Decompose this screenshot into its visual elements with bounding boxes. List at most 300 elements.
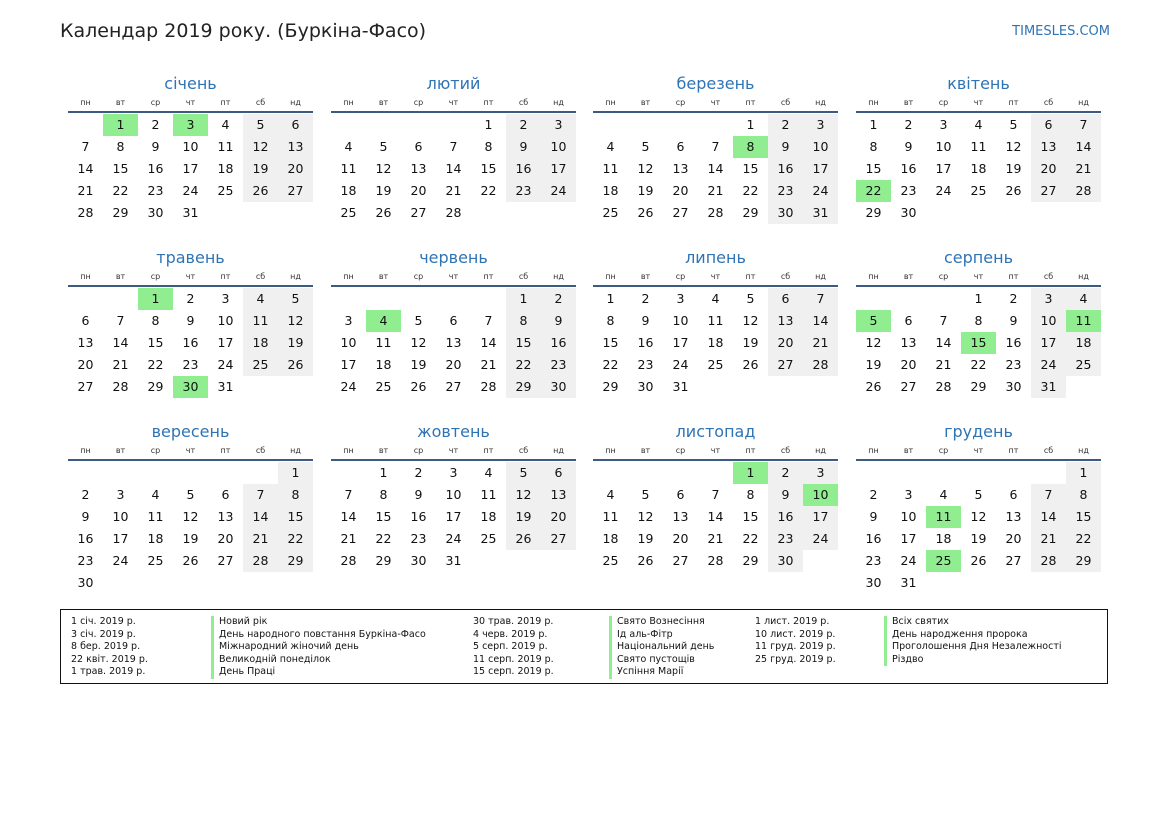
day-cell: 24 <box>1031 354 1066 376</box>
day-cell: 3 <box>1031 288 1066 310</box>
empty-cell <box>173 462 208 484</box>
weekday-label: сб <box>1043 272 1054 281</box>
holiday-day-cell: 30 <box>173 376 208 398</box>
legend-names-column <box>211 616 426 679</box>
day-cell: 19 <box>1005 161 1022 176</box>
weekday-label: чт <box>185 446 196 455</box>
empty-cell <box>926 288 961 310</box>
day-cell: 12 <box>742 313 759 328</box>
day-cell: 2 <box>186 291 195 306</box>
day-cell: 24 <box>340 379 357 394</box>
day-cell: 8 <box>606 313 615 328</box>
day-cell: 13 <box>1005 509 1022 524</box>
day-cell: 7 <box>344 487 353 502</box>
holiday-day-cell: 11 <box>1066 310 1101 332</box>
day-cell: 16 <box>147 161 164 176</box>
holiday-day-cell: 3 <box>173 114 208 136</box>
day-cell: 18 <box>480 509 497 524</box>
day-cell: 13 <box>445 335 462 350</box>
day-cell: 25 <box>602 553 619 568</box>
day-cell: 13 <box>541 484 576 506</box>
empty-cell <box>331 462 366 484</box>
holiday-day-cell: 15 <box>961 332 996 354</box>
day-cell: 23 <box>182 357 199 372</box>
weekday-label: пт <box>745 272 756 281</box>
day-grid <box>68 114 313 224</box>
empty-cell <box>891 462 926 484</box>
header-rule <box>331 111 576 113</box>
day-cell: 21 <box>77 183 94 198</box>
weekday-label: пт <box>1008 446 1019 455</box>
empty-cell <box>103 288 138 310</box>
day-cell: 4 <box>974 117 983 132</box>
day-cell: 17 <box>672 335 689 350</box>
weekday-label: пт <box>220 98 231 107</box>
day-cell: 16 <box>506 158 541 180</box>
weekday-label: сб <box>780 272 791 281</box>
weekday-label: чт <box>973 272 984 281</box>
holiday-date: 10 лист. 2019 р. <box>755 628 836 640</box>
day-cell: 30 <box>768 202 803 224</box>
holiday-day-cell: 10 <box>803 484 838 506</box>
day-cell: 10 <box>445 487 462 502</box>
day-cell: 5 <box>506 462 541 484</box>
day-cell: 23 <box>768 528 803 550</box>
day-cell: 18 <box>217 161 234 176</box>
day-cell: 12 <box>182 509 199 524</box>
holiday-day-cell: 5 <box>856 310 891 332</box>
day-cell: 22 <box>742 531 759 546</box>
day-cell: 28 <box>1066 180 1101 202</box>
day-cell: 21 <box>243 528 278 550</box>
day-cell: 19 <box>506 506 541 528</box>
day-cell: 7 <box>449 139 458 154</box>
empty-cell <box>366 114 401 136</box>
legend-names-column <box>609 616 714 679</box>
day-cell: 15 <box>375 509 392 524</box>
day-cell: 12 <box>506 484 541 506</box>
empty-cell <box>628 114 663 136</box>
day-cell: 12 <box>243 136 278 158</box>
empty-cell <box>138 462 173 484</box>
weekday-label: нд <box>553 446 564 455</box>
day-cell: 31 <box>217 379 234 394</box>
day-cell: 6 <box>676 487 685 502</box>
weekday-label: ср <box>938 98 949 107</box>
day-cell: 20 <box>672 531 689 546</box>
weekday-label: вт <box>640 98 651 107</box>
day-cell: 12 <box>865 335 882 350</box>
month-block <box>68 247 313 398</box>
weekday-label: сб <box>518 446 529 455</box>
weekday-label: чт <box>973 98 984 107</box>
day-cell: 11 <box>217 139 234 154</box>
weekday-label: ср <box>675 446 686 455</box>
weekday-label: пн <box>343 446 354 455</box>
day-cell: 18 <box>243 332 278 354</box>
day-cell: 10 <box>182 139 199 154</box>
day-cell: 1 <box>506 288 541 310</box>
holiday-date: 1 січ. 2019 р. <box>71 616 136 627</box>
day-cell: 22 <box>375 531 392 546</box>
day-cell: 16 <box>637 335 654 350</box>
weekday-label: ср <box>938 272 949 281</box>
day-cell: 29 <box>742 553 759 568</box>
day-cell: 28 <box>77 205 94 220</box>
day-cell: 24 <box>541 180 576 202</box>
day-cell: 27 <box>77 379 94 394</box>
day-cell: 17 <box>340 357 357 372</box>
day-cell: 13 <box>900 335 917 350</box>
day-cell: 26 <box>637 205 654 220</box>
empty-cell <box>436 288 471 310</box>
day-cell: 7 <box>243 484 278 506</box>
weekday-label: пн <box>605 272 616 281</box>
day-cell: 21 <box>935 357 952 372</box>
day-cell: 14 <box>1066 136 1101 158</box>
day-cell: 25 <box>147 553 164 568</box>
day-cell: 4 <box>1066 288 1101 310</box>
day-cell: 17 <box>112 531 129 546</box>
weekday-label: нд <box>815 446 826 455</box>
day-cell: 15 <box>147 335 164 350</box>
day-cell: 2 <box>541 288 576 310</box>
day-cell: 28 <box>935 379 952 394</box>
day-cell: 17 <box>182 161 199 176</box>
month-name: січень <box>164 74 217 93</box>
weekday-header <box>68 445 313 459</box>
weekday-label: нд <box>290 446 301 455</box>
weekday-label: ср <box>675 98 686 107</box>
day-cell: 19 <box>410 357 427 372</box>
day-cell: 6 <box>541 462 576 484</box>
weekday-header <box>331 271 576 285</box>
weekday-header <box>593 271 838 285</box>
day-cell: 18 <box>707 335 724 350</box>
day-cell: 28 <box>707 553 724 568</box>
day-cell: 15 <box>602 335 619 350</box>
day-cell: 23 <box>1005 357 1022 372</box>
day-cell: 5 <box>641 139 650 154</box>
month-name: липень <box>685 248 746 267</box>
day-cell: 21 <box>112 357 129 372</box>
day-cell: 16 <box>410 509 427 524</box>
day-cell: 4 <box>711 291 720 306</box>
day-cell: 21 <box>1031 528 1066 550</box>
empty-cell <box>401 288 436 310</box>
weekday-label: пт <box>745 98 756 107</box>
month-block <box>593 247 838 398</box>
weekday-label: вт <box>115 446 126 455</box>
header-rule <box>856 285 1101 287</box>
day-cell: 17 <box>803 158 838 180</box>
weekday-label: ср <box>150 446 161 455</box>
day-cell: 9 <box>541 310 576 332</box>
day-cell: 16 <box>768 158 803 180</box>
day-cell: 26 <box>1005 183 1022 198</box>
month-block <box>68 73 313 224</box>
day-cell: 15 <box>1066 506 1101 528</box>
day-cell: 15 <box>506 332 541 354</box>
weekday-label: чт <box>448 98 459 107</box>
day-cell: 29 <box>602 379 619 394</box>
weekday-label: ср <box>413 272 424 281</box>
day-cell: 11 <box>707 313 724 328</box>
day-cell: 14 <box>707 161 724 176</box>
day-cell: 25 <box>1066 354 1101 376</box>
empty-cell <box>856 288 891 310</box>
day-cell: 6 <box>81 313 90 328</box>
day-cell: 26 <box>375 205 392 220</box>
day-cell: 6 <box>278 114 313 136</box>
empty-cell <box>593 462 628 484</box>
day-cell: 4 <box>344 139 353 154</box>
day-cell: 3 <box>449 465 458 480</box>
empty-cell <box>401 114 436 136</box>
weekday-label: пт <box>483 98 494 107</box>
empty-cell <box>698 114 733 136</box>
day-cell: 13 <box>278 136 313 158</box>
empty-cell <box>331 288 366 310</box>
day-grid <box>856 288 1101 398</box>
weekday-label: пт <box>220 446 231 455</box>
weekday-label: сб <box>255 446 266 455</box>
day-cell: 29 <box>865 205 882 220</box>
day-cell: 14 <box>112 335 129 350</box>
empty-cell <box>996 462 1031 484</box>
day-cell: 26 <box>278 354 313 376</box>
day-cell: 12 <box>410 335 427 350</box>
holiday-day-cell: 1 <box>733 462 768 484</box>
month-block <box>68 421 313 594</box>
month-name: вересень <box>151 422 230 441</box>
day-cell: 16 <box>768 506 803 528</box>
day-cell: 28 <box>707 205 724 220</box>
weekday-label: сб <box>518 98 529 107</box>
day-cell: 20 <box>1005 531 1022 546</box>
day-cell: 2 <box>768 114 803 136</box>
holiday-day-cell: 22 <box>856 180 891 202</box>
month-name: березень <box>676 74 755 93</box>
day-cell: 21 <box>803 332 838 354</box>
day-cell: 17 <box>900 531 917 546</box>
day-cell: 28 <box>803 354 838 376</box>
day-cell: 20 <box>768 332 803 354</box>
day-cell: 20 <box>900 357 917 372</box>
holiday-date: 3 січ. 2019 р. <box>71 628 136 640</box>
day-cell: 5 <box>641 487 650 502</box>
weekday-label: нд <box>815 272 826 281</box>
day-cell: 7 <box>484 313 493 328</box>
weekday-label: пт <box>745 446 756 455</box>
day-cell: 10 <box>935 139 952 154</box>
day-cell: 11 <box>602 161 619 176</box>
holiday-name: Національний день <box>609 641 714 654</box>
day-cell: 2 <box>414 465 423 480</box>
day-cell: 9 <box>151 139 160 154</box>
holiday-name: Різдво <box>884 654 1062 667</box>
weekday-label: пн <box>80 272 91 281</box>
day-cell: 31 <box>1031 376 1066 398</box>
day-cell: 22 <box>112 183 129 198</box>
day-cell: 27 <box>217 553 234 568</box>
weekday-label: вт <box>378 446 389 455</box>
day-cell: 18 <box>375 357 392 372</box>
day-cell: 8 <box>746 487 755 502</box>
weekday-label: нд <box>290 272 301 281</box>
weekday-label: пт <box>483 272 494 281</box>
day-cell: 26 <box>182 553 199 568</box>
weekday-label: ср <box>413 98 424 107</box>
day-cell: 21 <box>445 183 462 198</box>
day-cell: 10 <box>541 136 576 158</box>
day-cell: 24 <box>445 531 462 546</box>
day-cell: 4 <box>939 487 948 502</box>
day-cell: 15 <box>865 161 882 176</box>
day-cell: 24 <box>112 553 129 568</box>
day-cell: 1 <box>606 291 615 306</box>
weekday-label: пн <box>868 272 879 281</box>
day-cell: 30 <box>147 205 164 220</box>
page-title: Календар 2019 року. (Буркіна-Фасо) <box>60 20 427 42</box>
day-cell: 26 <box>506 528 541 550</box>
day-cell: 13 <box>768 310 803 332</box>
day-cell: 9 <box>641 313 650 328</box>
day-cell: 20 <box>278 158 313 180</box>
day-cell: 9 <box>768 136 803 158</box>
day-cell: 6 <box>449 313 458 328</box>
day-cell: 28 <box>112 379 129 394</box>
day-cell: 6 <box>1009 487 1018 502</box>
weekday-label: вт <box>903 98 914 107</box>
month-name: лютий <box>426 74 481 93</box>
day-cell: 13 <box>217 509 234 524</box>
weekday-label: вт <box>640 272 651 281</box>
day-cell: 31 <box>900 575 917 590</box>
weekday-header <box>856 97 1101 111</box>
day-cell: 11 <box>602 509 619 524</box>
day-cell: 3 <box>803 114 838 136</box>
day-cell: 15 <box>742 509 759 524</box>
day-cell: 27 <box>410 205 427 220</box>
day-cell: 22 <box>742 183 759 198</box>
day-grid <box>68 462 313 594</box>
day-cell: 22 <box>480 183 497 198</box>
legend-dates-column <box>473 616 554 679</box>
day-cell: 4 <box>151 487 160 502</box>
site-link[interactable]: TIMESLES.COM <box>1012 24 1110 39</box>
day-cell: 12 <box>637 509 654 524</box>
day-cell: 14 <box>480 335 497 350</box>
day-cell: 7 <box>81 139 90 154</box>
empty-cell <box>663 462 698 484</box>
day-cell: 23 <box>147 183 164 198</box>
weekday-label: сб <box>255 272 266 281</box>
holiday-name: Міжнародний жіночий день <box>211 641 426 654</box>
day-cell: 5 <box>746 291 755 306</box>
day-cell: 30 <box>900 205 917 220</box>
day-grid <box>856 462 1101 594</box>
holiday-name: Великодній понеділок <box>211 654 426 667</box>
day-cell: 13 <box>1031 136 1066 158</box>
month-block <box>593 73 838 224</box>
weekday-label: чт <box>448 272 459 281</box>
day-cell: 10 <box>217 313 234 328</box>
day-cell: 16 <box>900 161 917 176</box>
day-cell: 14 <box>445 161 462 176</box>
day-cell: 15 <box>742 161 759 176</box>
day-cell: 29 <box>375 553 392 568</box>
holiday-date: 5 серп. 2019 р. <box>473 641 548 653</box>
day-cell: 15 <box>480 161 497 176</box>
day-cell: 7 <box>939 313 948 328</box>
day-cell: 22 <box>970 357 987 372</box>
day-cell: 7 <box>803 288 838 310</box>
day-cell: 12 <box>1005 139 1022 154</box>
day-cell: 1 <box>869 117 878 132</box>
day-cell: 16 <box>77 531 94 546</box>
weekday-label: сб <box>780 446 791 455</box>
legend-names-column <box>884 616 1062 666</box>
day-cell: 30 <box>77 575 94 590</box>
day-cell: 28 <box>480 379 497 394</box>
day-cell: 8 <box>869 139 878 154</box>
day-cell: 11 <box>480 487 497 502</box>
day-cell: 3 <box>221 291 230 306</box>
day-cell: 29 <box>506 376 541 398</box>
day-cell: 6 <box>1031 114 1066 136</box>
day-cell: 24 <box>672 357 689 372</box>
month-block <box>856 73 1101 224</box>
day-cell: 20 <box>541 506 576 528</box>
day-cell: 2 <box>1009 291 1018 306</box>
weekday-label: пт <box>1008 272 1019 281</box>
day-cell: 14 <box>77 161 94 176</box>
holiday-date: 8 бер. 2019 р. <box>71 641 141 653</box>
weekday-label: сб <box>780 98 791 107</box>
day-cell: 16 <box>865 531 882 546</box>
day-cell: 27 <box>768 354 803 376</box>
day-cell: 23 <box>865 553 882 568</box>
weekday-label: пт <box>483 446 494 455</box>
day-cell: 18 <box>602 183 619 198</box>
day-cell: 21 <box>707 183 724 198</box>
day-cell: 19 <box>243 158 278 180</box>
day-cell: 6 <box>904 313 913 328</box>
weekday-header <box>331 97 576 111</box>
day-cell: 19 <box>182 531 199 546</box>
day-cell: 15 <box>112 161 129 176</box>
weekday-label: вт <box>903 272 914 281</box>
holiday-legend <box>60 609 1108 684</box>
day-cell: 20 <box>1031 158 1066 180</box>
day-cell: 31 <box>445 553 462 568</box>
day-cell: 3 <box>116 487 125 502</box>
day-cell: 19 <box>637 531 654 546</box>
day-cell: 6 <box>768 288 803 310</box>
day-cell: 4 <box>606 487 615 502</box>
day-cell: 11 <box>243 310 278 332</box>
day-cell: 29 <box>147 379 164 394</box>
holiday-day-cell: 1 <box>138 288 173 310</box>
weekday-label: вт <box>115 272 126 281</box>
day-cell: 30 <box>541 376 576 398</box>
day-cell: 5 <box>414 313 423 328</box>
day-cell: 18 <box>970 161 987 176</box>
day-cell: 30 <box>768 550 803 572</box>
day-cell: 19 <box>970 531 987 546</box>
holiday-date: 11 серп. 2019 р. <box>473 653 554 665</box>
